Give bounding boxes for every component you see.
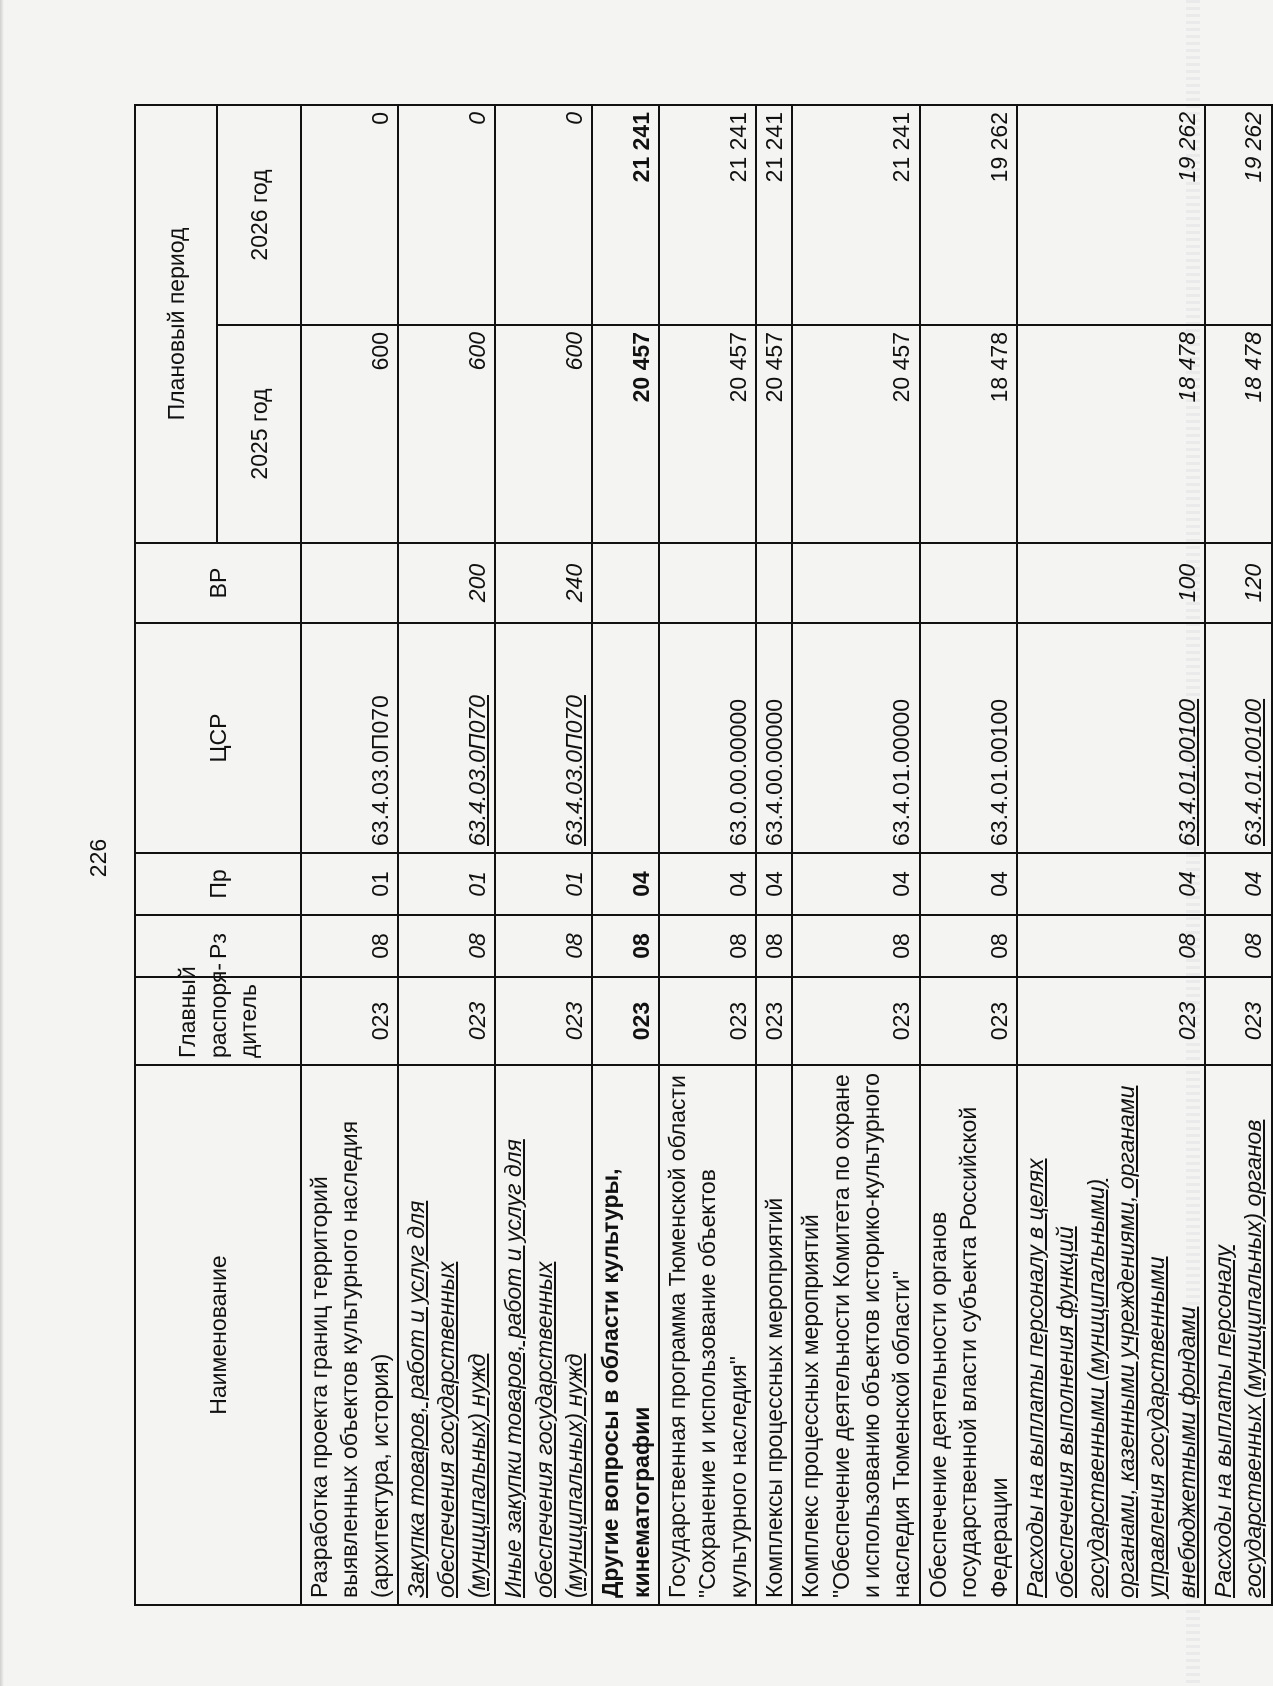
cell-pr: 01 (398, 853, 495, 915)
budget-table (134, 104, 1273, 1606)
cell-year-2026: 0 (495, 105, 592, 325)
cell-year-2026: 21 241 (659, 105, 756, 325)
cell-year-2026: 19 262 (920, 105, 1017, 325)
cell-name: Расходы на выплаты персоналу в целях обеспечения выполнения функций государственными (муниципальными) органами, казенными учреждениями, органами управления государственными внебюджетными фондами (1017, 1065, 1205, 1605)
page-number: 226 (84, 838, 111, 878)
cell-name: Иные закупки товаров, работ и услуг для обеспечения государственных (муниципальных) нужд (495, 1065, 592, 1605)
cell-vr (592, 543, 659, 623)
cell-rz: 08 (1205, 915, 1272, 977)
cell-grbs: 023 (756, 977, 792, 1065)
cell-name: Обеспечение деятельности органов государственной власти субъекта Российской Федерации (920, 1065, 1017, 1605)
cell-rz: 08 (495, 915, 592, 977)
cell-name: Комплекс процессных мероприятий "Обеспечение деятельности Комитета по охране и использованию объектов историко-культурного наследия Тюменской области" (792, 1065, 919, 1605)
cell-year-2026: 21 241 (792, 105, 919, 325)
cell-year-2025: 600 (398, 325, 495, 543)
header-vr: ВР (135, 543, 301, 623)
cell-vr (659, 543, 756, 623)
cell-grbs: 023 (792, 977, 919, 1065)
cell-vr (756, 543, 792, 623)
cell-vr: 200 (398, 543, 495, 623)
cell-pr: 04 (592, 853, 659, 915)
cell-year-2026: 21 241 (756, 105, 792, 325)
header-name: Наименование (135, 1065, 301, 1605)
table-row (1017, 105, 1205, 1605)
cell-year-2025: 18 478 (1017, 325, 1205, 543)
cell-grbs: 023 (495, 977, 592, 1065)
table-row (592, 105, 659, 1605)
cell-pr: 04 (1017, 853, 1205, 915)
table-row (659, 105, 756, 1605)
cell-name: Расходы на выплаты персоналу государственных (муниципальных) органов (1205, 1065, 1272, 1605)
cell-csr: 63.4.03.0П070 (495, 623, 592, 853)
cell-grbs: 023 (1205, 977, 1272, 1065)
cell-year-2025: 600 (495, 325, 592, 543)
cell-pr: 04 (1205, 853, 1272, 915)
table-row (495, 105, 592, 1605)
table-row (792, 105, 919, 1605)
cell-rz: 08 (659, 915, 756, 977)
cell-year-2026: 19 262 (1017, 105, 1205, 325)
scan-edge-left (0, 0, 4, 1686)
cell-csr: 63.4.00.00000 (756, 623, 792, 853)
header-pr: Пр (135, 853, 301, 915)
cell-name: Закупка товаров, работ и услуг для обеспечения государственных (муниципальных) нужд (398, 1065, 495, 1605)
cell-year-2025: 20 457 (592, 325, 659, 543)
cell-rz: 08 (756, 915, 792, 977)
cell-grbs: 023 (920, 977, 1017, 1065)
cell-year-2026: 21 241 (592, 105, 659, 325)
cell-year-2026: 19 262 (1205, 105, 1272, 325)
cell-rz: 08 (920, 915, 1017, 977)
cell-csr: 63.4.03.0П070 (301, 623, 398, 853)
cell-rz: 08 (592, 915, 659, 977)
cell-rz: 08 (398, 915, 495, 977)
cell-year-2025: 18 478 (1205, 325, 1272, 543)
header-rz: Рз (135, 915, 301, 977)
cell-year-2026: 0 (398, 105, 495, 325)
cell-pr: 04 (756, 853, 792, 915)
cell-vr: 100 (1017, 543, 1205, 623)
table-row (301, 105, 398, 1605)
cell-csr: 63.4.01.00100 (1205, 623, 1272, 853)
table-body (301, 105, 1272, 1605)
cell-csr (592, 623, 659, 853)
cell-vr: 120 (1205, 543, 1272, 623)
cell-year-2025: 20 457 (659, 325, 756, 543)
cell-year-2026: 0 (301, 105, 398, 325)
table-row (756, 105, 792, 1605)
cell-csr: 63.4.03.0П070 (398, 623, 495, 853)
cell-name: Разработка проекта границ территорий выявленных объектов культурного наследия (архитектура, история) (301, 1065, 398, 1605)
cell-vr (920, 543, 1017, 623)
cell-name: Комплексы процессных мероприятий (756, 1065, 792, 1605)
cell-pr: 04 (792, 853, 919, 915)
table-row (398, 105, 495, 1605)
cell-year-2025: 20 457 (792, 325, 919, 543)
cell-grbs: 023 (659, 977, 756, 1065)
cell-csr: 63.4.01.00100 (920, 623, 1017, 853)
cell-pr: 01 (495, 853, 592, 915)
header-year-2026: 2026 год (217, 105, 301, 325)
cell-rz: 08 (301, 915, 398, 977)
cell-vr: 240 (495, 543, 592, 623)
cell-pr: 04 (659, 853, 756, 915)
header-grbs: Главный распоря-дитель (135, 977, 301, 1065)
rotated-page-content (134, 106, 1267, 1606)
cell-pr: 04 (920, 853, 1017, 915)
cell-pr: 01 (301, 853, 398, 915)
cell-csr: 63.4.01.00000 (792, 623, 919, 853)
table-row (920, 105, 1017, 1605)
cell-grbs: 023 (398, 977, 495, 1065)
header-year-2025: 2025 год (217, 325, 301, 543)
cell-csr: 63.0.00.00000 (659, 623, 756, 853)
cell-year-2025: 18 478 (920, 325, 1017, 543)
table-row (1205, 105, 1272, 1605)
cell-vr (792, 543, 919, 623)
cell-year-2025: 20 457 (756, 325, 792, 543)
cell-name: Другие вопросы в области культуры, кинематографии (592, 1065, 659, 1605)
cell-name: Государственная программа Тюменской области "Сохранение и использование объектов культурного наследия" (659, 1065, 756, 1605)
cell-grbs: 023 (301, 977, 398, 1065)
cell-rz: 08 (1017, 915, 1205, 977)
header-csr: ЦСР (135, 623, 301, 853)
header-planning-period: Плановый период (135, 105, 217, 543)
cell-grbs: 023 (592, 977, 659, 1065)
cell-year-2025: 600 (301, 325, 398, 543)
cell-rz: 08 (792, 915, 919, 977)
cell-grbs: 023 (1017, 977, 1205, 1065)
cell-csr: 63.4.01.00100 (1017, 623, 1205, 853)
cell-vr (301, 543, 398, 623)
header-row-1 (135, 105, 217, 1605)
